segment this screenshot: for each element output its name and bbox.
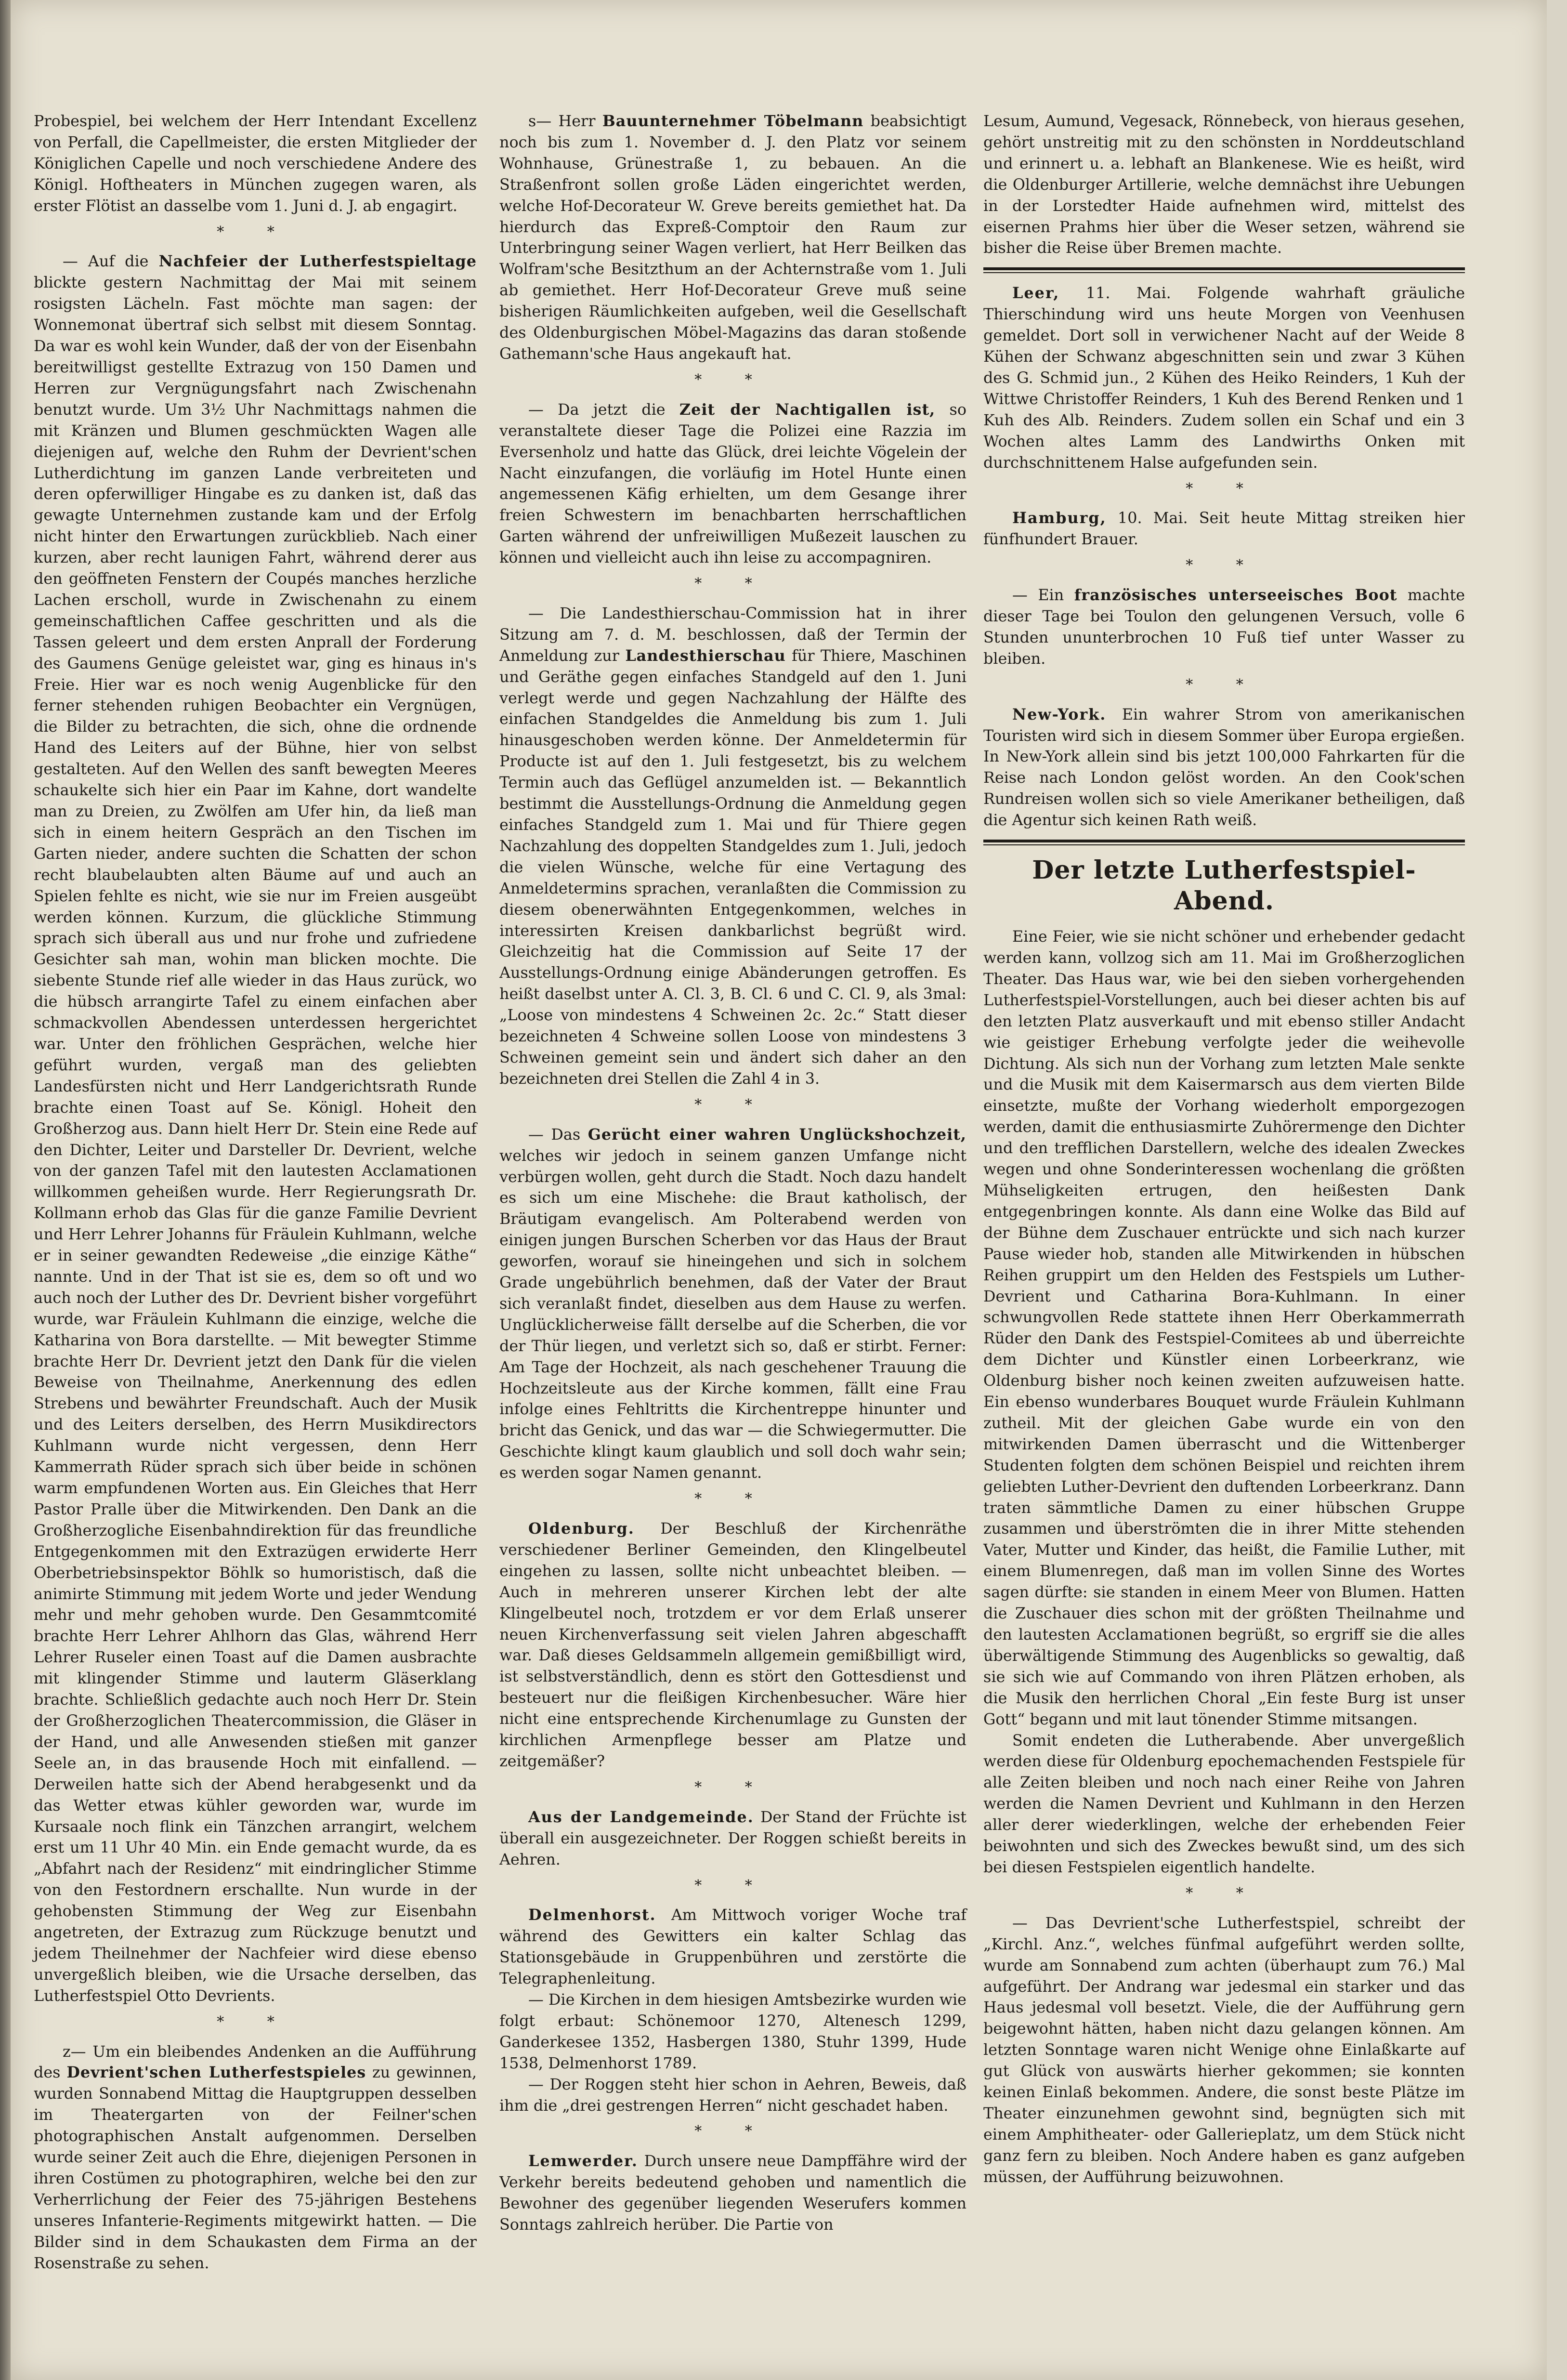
article-body: Durch unsere neue Dampffähre wird der Verkehr bereits bedeutend gehoben und namentlich die Bewohner des gegenüber liegenden Weserufers kommen Sonntags zahlreich herüber. Die Partie von — [499, 2152, 967, 2234]
dateline: Delmenhorst. — [528, 1906, 656, 1924]
asterisk-separator: * * — [694, 1877, 771, 1894]
article-body: Am Mittwoch voriger Woche traf während des Gewitters ein kalter Schlag das Stationsgebäude in Gruppenbühren und zerstörte die Telegraphenleitung. — [499, 1906, 966, 1988]
section-rule — [983, 267, 1465, 273]
asterisk-separator: * * — [694, 371, 771, 388]
dateline: Aus der Landgemeinde. — [528, 1808, 754, 1826]
article-lead: z— Um ein bleibendes Andenken an die Aufführung des — [34, 2042, 477, 2082]
asterisk-separator: * * — [1186, 676, 1263, 693]
article-landesthierschau — [499, 603, 966, 1090]
article-lead: — Auf die — [63, 252, 149, 271]
asterisk-separator: * * — [217, 223, 294, 240]
article-delmenhorst — [499, 1905, 966, 1989]
article-body: beabsichtigt noch bis zum 1. November d. J. den Platz vor seinem Wohnhause, Grünestraße 1, zu bebauen. An die Straßenfront sollen große Läden eingerichtet werden, welche Hof-Decorateur W. Greve bereits gemiethet hat. Da hierdurch das Expreß-Comptoir den Raum zur Unterbringung seiner Wagen verliert, hat Herr Beilken das Wolfram'sche Besitzthum an der Achternstraße vom 1. Juli ab gemiethet. Herr Hof-Decorateur Greve muß seine bisherigen Räumlichkeiten aufgeben, weil die Gesellschaft des Oldenburgischen Möbel-Magazins das daran stoßende Gathemann'sche Haus angekauft hat. — [499, 112, 967, 363]
article-body: 11. Mai. Folgende wahrhaft gräuliche Thierschindung wird uns heute Morgen von Veenhusen gemeldet. Dort soll in verwichener Nacht auf der Weide 8 Kühen der Schwanz abgeschnitten sein und zwar 3 Kühen des G. Schmid jun., 2 Kühen des Heiko Reinders, 1 Kuh der Wittwe Christoffer Reinders, 1 Kuh des Berend Renken und 1 Kuh des Alb. Reinders. Zudem sollen ein Schaf und ein 3 Wochen altes Lamm des Landwirths Onken mit durchschnittenem Halse aufgefunden sein. — [983, 284, 1465, 472]
dateline: Leer, — [1012, 284, 1060, 302]
article-continuation: Probespiel, bei welchem der Herr Intendant Excellenz von Perfall, die Capellmeister, die ersten Mitglieder der Königlichen Capelle und noch verschiedene Andere des Königl. Hoftheaters in München zugegen waren, als erster Flötist an dasselbe vom 1. Juni d. J. ab engagirt. — [34, 112, 477, 215]
article-lead: s— Herr — [528, 112, 596, 130]
page-spine-edge — [0, 0, 11, 2380]
article-nachtigallen — [499, 399, 966, 568]
asterisk-separator: * * — [694, 1490, 771, 1508]
dateline: Lemwerder. — [528, 2152, 638, 2170]
article-body: machte dieser Tage bei Toulon den gelungenen Versuch, volle 6 Stunden ununterbrochen 10 Fuß tief unter Wasser zu bleiben. — [983, 586, 1465, 668]
column-left — [34, 111, 477, 2274]
article-leer — [983, 283, 1465, 473]
article-kirchen: — Die Kirchen in dem hiesigen Amtsbezirke wurden wie folgt erbaut: Schönemoor 1270, Altenesch 1299, Ganderkesee 1352, Hasbergen 1380, Stuhr 1399, Hude 1538, Delmenhorst 1789. — [499, 1991, 966, 2072]
column-middle — [499, 111, 966, 2235]
article-landgemeinde — [499, 1807, 966, 1870]
article-toebelmann — [499, 111, 966, 365]
article-keyword: französisches unterseeisches Boot — [1074, 586, 1397, 605]
article-lead: — Ein — [1012, 586, 1064, 605]
article-photographs — [34, 2041, 477, 2274]
article-body: Der Beschluß der Kirchenräthe verschiedener Berliner Gemeinden, den Klingelbeutel eingehen zu lassen, sollte nicht unbeachtet bleiben. — Auch in mehreren unserer Kirchen lebt der alte Klingelbeutel noch, trotzdem er vor dem Erlaß unserer neuen Kirchenverfassung seit vielen Jahren abgeschafft war. Daß dieses Geldsammeln allgemein gemißbilligt wird, ist selbstverständlich, denn es stört den Gottesdienst und besteuert nur die fleißigen Kirchenbesucher. Wäre hier nicht eine entsprechende Kirchenumlage zu Gunsten der kirchlichen Armenpflege besser am Platze und zeitgemäßer? — [499, 1520, 966, 1770]
article-new-york — [983, 704, 1465, 831]
article-lutherabend-end: Somit endeten die Lutherabende. Aber unvergeßlich werden diese für Oldenburg epochemachenden Festspiele für alle Zeiten bleiben und noch nach einer Reihe von Jahren werden die Namen Devrient und Kuhlmann in den Herzen aller derer wiederklingen, welche der erhebenden Feier beiwohnten und sich des Zweckes bewußt sind, um des sich bei diesen Festspielen eigentlich handelte. — [983, 1731, 1465, 1876]
article-body: für Thiere, Maschinen und Geräthe gegen einfaches Standgeld auf den 1. Juni verlegt werde und gegen Nachzahlung der Hälfte des einfachen Standgeldes die Anmeldung bis zum 1. Juli hinausgeschoben werden könne. Der Anmeldetermin für Producte ist auf den 1. Juli festgesetzt, bis zu welchem Termin auch das Geflügel anzumelden ist. — Bekanntlich bestimmt die Ausstellungs-Ordnung die Anmeldung gegen einfaches Standgeld zum 1. Mai und für Thiere gegen Nachzahlung des doppelten Standgeldes zum 1. Juli, jedoch die vielen Wünsche, welche für eine Vertagung des Anmeldetermins sprachen, veranlaßten die Commission zu diesem obenerwähnten Entgegenkommen, welches in interessirten Kreisen dankbarlichst begrüßt wird. Gleichzeitig hat die Commission auf Seite 17 der Ausstellungs-Ordnung einige Abänderungen getroffen. Es heißt daselbst unter A. Cl. 3, B. Cl. 6 und C. Cl. 9, als 3mal: „Loose von mindestens 4 Schweinen 2c. 2c.“ Statt dieser bezeichneten 4 Schweine sollen Loose von mindestens 3 Schweinen gemeint sein und ändert sich daher an den bezeichneten drei Stellen die Zahl 4 in 3. — [499, 646, 967, 1088]
asterisk-separator: * * — [1186, 557, 1263, 574]
article-nachfeier — [34, 251, 477, 2006]
dateline: New-York. — [1012, 705, 1107, 723]
asterisk-separator: * * — [694, 2123, 771, 2140]
article-lead: — Die Landesthierschau-Commission hat in ihrer Sitzung am 7. d. M. beschlossen, daß der Termin der Anmeldung zur — [499, 604, 966, 665]
article-keyword: Landesthierschau — [625, 646, 786, 665]
article-body: welches wir jedoch in seinem ganzen Umfange nicht verbürgen wollen, geht durch die Stadt. Noch dazu handelt es sich um eine Mischehe: die Braut katholisch, der Bräutigam evangelisch. Am Polterabend werden von einigen jungen Burschen Scherben vor das Haus der Braut geworfen, worauf sie hineingehen und sich in solchem Grade ungebührlich benehmen, daß der Vater der Braut sich veranlaßt findet, dieselben aus dem Hause zu werfen. Unglücklicherweise fällt derselbe auf die Scherben, die vor der Thür liegen, und verletzt sich so, daß er stirbt. Ferner: Am Tage der Hochzeit, als nach geschehener Trauung die Hochzeitsleute aus der Kirche kommen, fällt eine Frau infolge eines Fehltritts die Kirchentreppe hinunter und bricht das Genick, und das war — die Schwiegermutter. Die Geschichte klingt kaum glaublich und soll doch wahr sein; es werden sogar Namen genannt. — [499, 1146, 966, 1482]
article-continuation: Lesum, Aumund, Vegesack, Rönnebeck, von hieraus gesehen, gehört unstreitig mit zu den schönsten in Norddeutschland und erinnert u. a. lebhaft an Blankenese. Wie es heißt, wird die Oldenburger Artillerie, welche demnächst ihre Uebungen in der Lorstedter Haide aufnehmen wird, mittelst des eisernen Prahms hier über die Weser setzen, während sie bisher die Reise über Bremen machte. — [983, 112, 1465, 257]
section-rule — [983, 840, 1465, 845]
asterisk-separator: * * — [1186, 480, 1263, 497]
article-unglueckshochzeit — [499, 1124, 966, 1484]
article-body: 10. Mai. Seit heute Mittag streiken hier fünfhundert Brauer. — [983, 509, 1465, 549]
article-keyword: Bauunternehmer Töbelmann — [602, 112, 864, 130]
article-body: blickte gestern Nachmittag der Mai mit seinem rosigsten Lächeln. Fast möchte man sagen: der Wonnemonat übertraf sich selbst mit diesem Sonntag. Da war es wohl kein Wunder, daß der von der Eisenbahn bereitwilligst gestellte Extrazug von 150 Damen und Herren zur Vergnügungsfahrt nach Zwischenahn benutzt wurde. Um 3½ Uhr Nachmittags nahmen die mit Kränzen und Blumen geschmückten Wagen alle diejenigen auf, welche den Ruhm der Devrient'schen Lutherdichtung im ganzen Lande verbreiteten und deren opferwilliger Hingabe es zu danken ist, daß das gewagte Unternehmen zustande kam und der Erfolg nicht hinter den Erwartungen zurückblieb. Nach einer kurzen, aber recht launigen Fahrt, während derer aus den geöffneten Fenstern der Coupés manches herzliche Lachen erscholl, wurde in Zwischenahn zu einem gemeinschaftlichen Caffee geschritten und als die Tassen geleert und dem ersten Anprall der Forderung des Gaumens Genüge geleistet war, ging es hinaus in's Freie. Hier war es noch wenig Augenblicke für den ferner stehenden ruhigen Beobachter ein Vergnügen, die Bilder zu betrachten, die sich, ohne die ordnende Hand des Leiters auf der Bühne, hier von selbst gestalteten. Auf den Wellen des sanft bewegten Meeres schaukelte sich hier ein Paar im Kahne, dort wandelte man zu Dreien, zu Zwölfen am Ufer hin, da ließ man sich in einem heitern Gespräch an den Tischen im Garten nieder, andere suchten die Schatten der schon recht blaubelaubten alten Bäume auf und auch an Spielen fehlte es nicht, wie sie nur im Freien ausgeübt werden können. Kurzum, die glückliche Stimmung sprach sich überall aus und nur frohe und zufriedene Gesichter sah man, wohin man blicken mochte. Die siebente Stunde rief alle wieder in das Haus zurück, wo die hübsch arrangirte Tafel zu einem einfachen aber schmackvollen Abendessen unterdessen hergerichtet war. Unter den fröhlichen Gesprächen, welche hier geführt wurden, vergaß man des geliebten Landesfürsten nicht und Herr Landgerichtsrath Runde brachte einen Toast auf Se. Königl. Hoheit den Großherzog aus. Dann hielt Herr Dr. Stein eine Rede auf den Dichter, Leiter und Darsteller Dr. Devrient, welche von der ganzen Tafel mit den lautesten Acclamationen willkommen geheißen wurde. Herr Regierungsrath Dr. Kollmann erhob das Glas für die ganze Familie Devrient und Herr Lehrer Johanns für Fräulein Kuhlmann, welche er in seiner gewandten Redeweise „die einzige Käthe“ nannte. Und in der That ist sie es, dem so oft und wo auch noch der Luther des Dr. Devrient bisher vorgeführt wurde, war Fräulein Kuhlmann die einzige, welche die Katharina von Bora darstellte. — Mit bewegter Stimme brachte Herr Dr. Devrient jetzt den Dank für die vielen Beweise von Theilnahme, Anerkennung des edlen Strebens und bewährter Freundschaft. Auch der Musik und des Leiters derselben, des Herrn Musikdirectors Kuhlmann wurde nicht vergessen, denn Herr Kammerrath Rüder sprach sich über beide in schönen warm empfundenen Worten aus. Ein Gleiches that Herr Pastor Pralle über die Mitwirkenden. Den Dank an die Großherzogliche Eisenbahndirektion für das freundliche Entgegenkommen mit den Extrazügen erwiderte Herr Oberbetriebsinspektor Böhlk so humoristisch, daß die animirte Stimmung mit jedem Worte und jeder Wendung mehr und mehr gehoben wurde. Den Gesammtcomité brachte Herr Lehrer Ahlhorn das Glas, während Herr Lehrer Ruseler einen Toast auf die Damen ausbrachte mit klingender Stimme und lauterm Gläserklang brachte. Schließlich gedachte auch noch Herr Dr. Stein der Großherzoglichen Theatercommission, die Gläser in der Hand, und alle Anwesenden stießen mit ganzer Seele an, in das brausende Hoch mit einfallend. — Derweilen hatte sich der Abend herabgesenkt und da das Wetter etwas kühler geworden war, wurde im Kursaale noch flink ein Tänzchen arrangirt, welchem erst um 11 Uhr 40 Min. ein Ende gemacht wurde, da es „Abfahrt nach der Residenz“ mit eindringlicher Stimme von den Festordnern erschallte. Nun wurde in der gehobensten Stimmung der Weg zur Eisenbahn angetreten, der Extrazug zum Rückzuge benutzt und jedem Theilnehmer der Nachfeier wird diese ebenso unvergeßlich bleiben, wie die Ursache derselben, das Lutherfestspiel Otto Devrients. — [34, 274, 477, 2005]
dateline: Hamburg, — [1012, 509, 1107, 527]
article-hamburg — [983, 508, 1465, 550]
asterisk-separator: * * — [694, 1096, 771, 1113]
article-oldenburg — [499, 1518, 966, 1772]
article-body: Ein wahrer Strom von amerikanischen Touristen wird sich in diesem Sommer über Europa ergießen. In New-York allein sind bis jetzt 100,000 Fahrkarten für die Reise nach London gelöst worden. An den Cook'schen Rundreisen wollen sich so viele Amerikaner betheiligen, daß die Agentur sich keinen Rath weiß. — [983, 705, 1465, 829]
asterisk-separator: * * — [1186, 1884, 1263, 1902]
asterisk-separator: * * — [694, 575, 771, 592]
article-body: Der Stand der Früchte ist überall ein ausgezeichneter. Der Roggen schießt bereits in Aehren. — [499, 1808, 966, 1868]
article-body: zu gewinnen, wurden Sonnabend Mittag die Hauptgruppen desselben im Theatergarten von der Feilner'schen photographischen Anstalt aufgenommen. Derselben wurde seiner Zeit auch die Ehre, diejenigen Personen in ihren Costümen zu photographiren, welche bei den zur Verherrlichung der Feier des 75-jährigen Bestehens unseres Infanterie-Regiments mitgewirkt hatten. — Die Bilder sind in dem Schaukasten dem Firma an der Rosenstraße zu sehen. — [34, 2064, 477, 2272]
newspaper-page — [11, 0, 1547, 2380]
article-lemwerder — [499, 2151, 966, 2235]
article-roggen: — Der Roggen steht hier schon in Aehren, Beweis, daß ihm die „drei gestrengen Herren“ nicht geschadet haben. — [499, 2075, 966, 2115]
article-body: so veranstaltete dieser Tage die Polizei eine Razzia im Eversenholz und hatte das Glück, drei leichte Vögelein der Nacht einzufangen, die vorläufig im Hotel Hunte einen angemessenen Käfig erhielten, um dem Gesange ihrer freien Schwestern im benachbarten herrschaftlichen Garten während der unfreiwilligen Mußezeit lauschen zu können und vielleicht auch ihn leise zu accompagniren. — [499, 400, 967, 567]
article-lutherabend: Eine Feier, wie sie nicht schöner und erhebender gedacht werden kann, vollzog sich am 11. Mai im Großherzoglichen Theater. Das Haus war, wie bei den sieben vorhergehenden Lutherfestspiel-Vorstellungen, auch bei dieser achten bis auf den letzten Platz ausverkauft und mit ebenso stiller Andacht wie geistiger Erhebung verfolgte jeder die weihevolle Dichtung. Als sich nun der Vorhang zum letzten Male senkte und die Musik mit dem Kaisermarsch aus dem vierten Bilde einsetzte, mußte der Vorhang wiederholt emporgezogen werden, damit die enthusiasmirte Zuhörermenge den Dichter und den trefflichen Darstellern, welche des idealen Zweckes wegen und ohne Sonderinteressen wochenlang die größten Mühseligkeiten ertrugen, den heißesten Dank entgegenbringen konnte. Als dann eine Wolke das Bild auf der Bühne dem Zuschauer entrückte und sich nach kurzer Pause wieder hob, standen alle Mitwirkenden in hübschen Reihen gruppirt um den Helden des Festspiels um Luther-Devrient und Catharina Bora-Kuhlmann. In einer schwungvollen Rede stattete ihnen Herr Oberkammerrath Rüder den Dank des Festspiel-Comitees ab und überreichte dem Dichter und Künstler einen Lorbeerkranz, wie Oldenburg bisher noch keinen zweiten aufzuweisen hatte. Ein ebenso wunderbares Bouquet wurde Fräulein Kuhlmann zutheil. Mit der gleichen Gabe wurde ein von den mitwirkenden Damen überrascht und die Wittenberger Studenten folgten dem schönen Beispiel und reichten ihrem geliebten Luther-Devrient den duftenden Lorbeerkranz. Dann traten sämmtliche Damen zu einer hübschen Gruppe zusammen und überströmten die in ihrer Mitte stehenden Vater, Mutter und Kinder, das heißt, die Familie Luther, mit einem Blumenregen, daß man im vollen Sinne des Wortes sagen dürfte: sie standen in einem Meer von Blumen. Hatten die Zuschauer dies schon mit der größten Theilnahme und den lautesten Acclamationen begrüßt, so ergriff sie die alles überwältigende Stimmung des Augenblicks so gewaltig, daß sie sich wie auf Commando von ihren Plätzen erhoben, als die Musik den herrlichen Choral „Ein feste Burg ist unser Gott“ begann und mit laut tönender Stimme mitsangen. — [983, 928, 1465, 1728]
article-keyword: Zeit der Nachtigallen ist, — [679, 400, 936, 419]
article-headline: Der letzte Lutherfestspiel-Abend. — [1032, 855, 1416, 916]
asterisk-separator: * * — [694, 1778, 771, 1796]
article-lead: — Da jetzt die — [528, 400, 666, 419]
article-keyword: Nachfeier der Lutherfestspieltage — [158, 252, 477, 271]
article-kirchl-anz: — Das Devrient'sche Lutherfestspiel, schreibt der „Kirchl. Anz.“, welches fünfmal aufgeführt werden sollte, wurde am Sonnabend zum achten (überhaupt zum 76.) Mal aufgeführt. Der Andrang war jedesmal ein starker und das Haus jedesmal voll besetzt. Viele, die der Aufführung gern beigewohnt hätten, haben nicht dazu gelangen können. Am letzten Sonntage waren nicht Wenige ohne Einlaßkarte auf gut Glück von auswärts hierher gekommen; sie konnten keinen Einlaß bekommen. Andere, die sonst beste Plätze im Theater einzunehmen gewohnt sind, begnügten sich mit einem Amphitheater- oder Gallerieplatz, um dem Stück nicht ganz fern zu bleiben. Noch Andere haben es ganz aufgeben müssen, der Aufführung beizuwohnen. — [983, 1914, 1465, 2186]
article-keyword: Gerücht einer wahren Unglückshochzeit, — [588, 1125, 966, 1144]
article-lead: — Das — [528, 1125, 581, 1144]
asterisk-separator: * * — [217, 2013, 294, 2030]
dateline: Oldenburg. — [528, 1520, 635, 1538]
article-boot — [983, 585, 1465, 670]
column-right — [983, 111, 1465, 2188]
article-keyword: Devrient'schen Lutherfestspieles — [66, 2064, 366, 2082]
